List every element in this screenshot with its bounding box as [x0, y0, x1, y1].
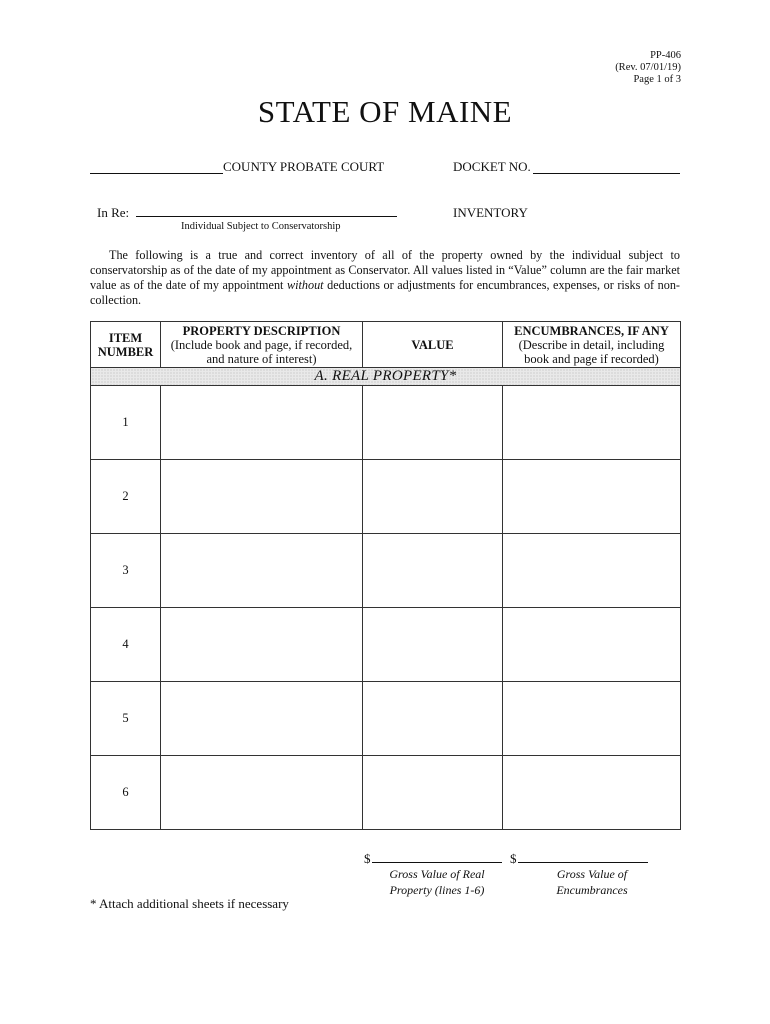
- gross-value-field[interactable]: [372, 862, 502, 863]
- table-row: [91, 682, 681, 756]
- form-number: PP-406: [650, 50, 681, 61]
- encumbrance-cell[interactable]: [503, 534, 681, 608]
- value-cell[interactable]: [363, 386, 503, 460]
- encumbrance-cell[interactable]: [503, 386, 681, 460]
- value-cell[interactable]: [363, 534, 503, 608]
- table-row: [91, 460, 681, 534]
- encumbrance-cell[interactable]: [503, 682, 681, 756]
- description-cell[interactable]: [161, 386, 363, 460]
- gross-encumbrances-field[interactable]: [518, 862, 648, 863]
- in-re-label: In Re:: [97, 205, 130, 220]
- form-revision: (Rev. 07/01/19): [615, 62, 681, 73]
- docket-number-field[interactable]: [533, 173, 680, 174]
- value-cell[interactable]: [363, 608, 503, 682]
- description-cell[interactable]: [161, 756, 363, 830]
- item-number: 3: [91, 534, 161, 608]
- description-cell[interactable]: [161, 534, 363, 608]
- value-cell[interactable]: [363, 460, 503, 534]
- page-indicator: Page 1 of 3: [633, 74, 681, 85]
- encumbrance-cell[interactable]: [503, 460, 681, 534]
- description-cell[interactable]: [161, 460, 363, 534]
- encumbrance-cell[interactable]: [503, 756, 681, 830]
- table-row: [91, 386, 681, 460]
- description-cell[interactable]: [161, 682, 363, 756]
- table-row: [91, 608, 681, 682]
- value-cell[interactable]: [363, 682, 503, 756]
- item-number: 1: [91, 386, 161, 460]
- section-title: A. REAL PROPERTY*: [91, 368, 681, 386]
- gross-value-caption: Gross Value of Real Property (lines 1-6): [389, 867, 485, 897]
- footnote: * Attach additional sheets if necessary: [90, 896, 289, 911]
- table-header-row: [91, 322, 681, 368]
- page-title: STATE OF MAINE: [257, 94, 513, 129]
- inventory-label: INVENTORY: [453, 205, 528, 220]
- description-cell[interactable]: [161, 608, 363, 682]
- value-cell[interactable]: [363, 756, 503, 830]
- inventory-table: [90, 321, 681, 830]
- header-item-number: ITEM NUMBER: [91, 322, 161, 368]
- header-encumbrances: ENCUMBRANCES, IF ANY (Describe in detail, including book and page if recorded): [503, 322, 681, 368]
- in-re-name-field[interactable]: [136, 216, 397, 217]
- statement-paragraph: The following is a true and correct inventory of all of the property owned by the individual subject to conservatorship as of the date of my appointment as Conservator. All values listed in “Value” column are the fair market value as of the date of my appointment without deductions or adjustments for encumbrances, expenses, or risks of non-collection.: [90, 248, 680, 307]
- emphasis-without: without: [287, 278, 324, 292]
- gross-value-currency: $: [364, 851, 371, 866]
- item-number: 2: [91, 460, 161, 534]
- in-re-caption: Individual Subject to Conservatorship: [181, 221, 341, 232]
- gross-encumbrances-currency: $: [510, 851, 517, 866]
- table-row: [91, 534, 681, 608]
- section-row: [91, 368, 681, 386]
- header-property-description: PROPERTY DESCRIPTION (Include book and page, if recorded, and nature of interest): [161, 322, 363, 368]
- encumbrance-cell[interactable]: [503, 608, 681, 682]
- item-number: 6: [91, 756, 161, 830]
- table-row: [91, 756, 681, 830]
- header-value: VALUE: [363, 322, 503, 368]
- item-number: 5: [91, 682, 161, 756]
- gross-encumbrances-caption: Gross Value of Encumbrances: [556, 867, 628, 897]
- county-probate-court-label: COUNTY PROBATE COURT: [223, 159, 385, 174]
- docket-label: DOCKET NO.: [453, 159, 531, 174]
- county-name-field[interactable]: [90, 173, 223, 174]
- item-number: 4: [91, 608, 161, 682]
